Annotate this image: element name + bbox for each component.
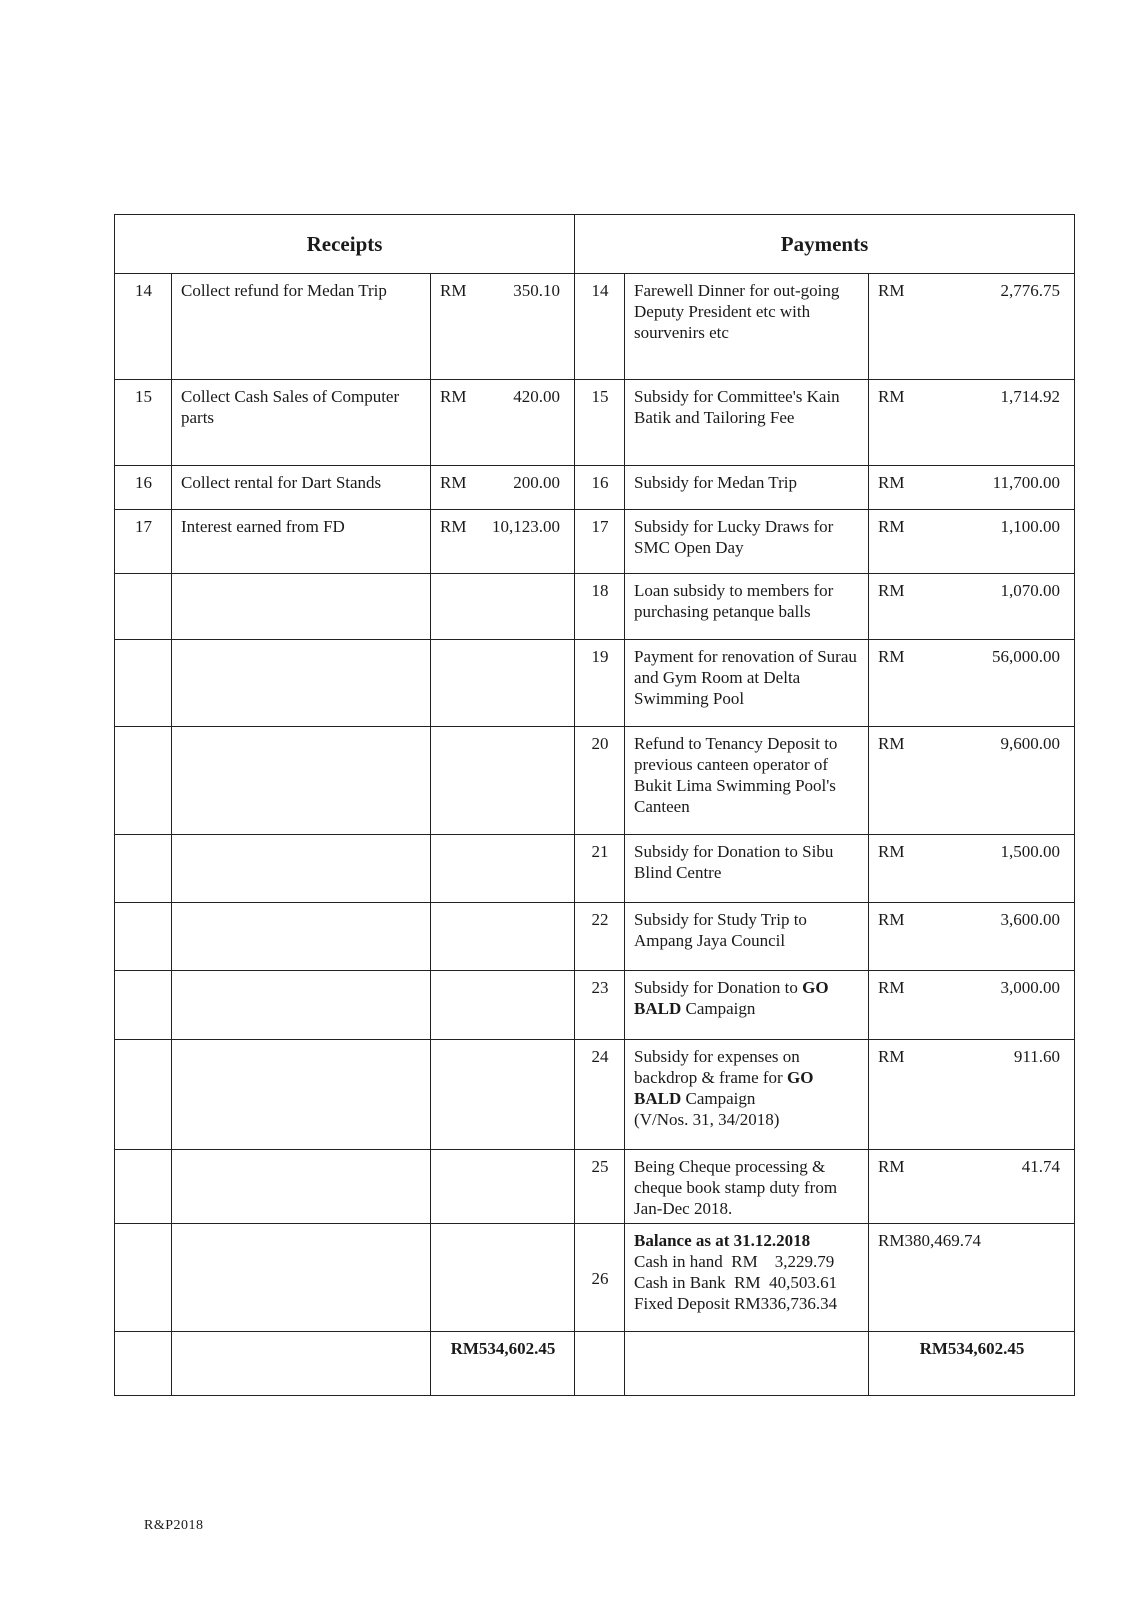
table-row	[115, 903, 1075, 971]
empty-cell	[625, 1332, 869, 1396]
payments-header: Payments	[575, 215, 1075, 274]
empty-cell	[172, 835, 431, 903]
balance-title: Balance as at 31.12.2018	[634, 1231, 811, 1250]
payment-no: 21	[575, 835, 625, 903]
payment-amount: RM 3,600.00	[869, 903, 1075, 971]
payment-desc: Subsidy for Lucky Draws for SMC Open Day	[625, 510, 869, 574]
receipt-no: 17	[115, 510, 172, 574]
payment-no: 17	[575, 510, 625, 574]
header-row	[115, 215, 1075, 274]
receipt-amount: RM 420.00	[431, 380, 575, 466]
empty-cell	[172, 1224, 431, 1332]
payment-amount: RM 1,070.00	[869, 574, 1075, 640]
receipt-desc: Collect refund for Medan Trip	[172, 274, 431, 380]
empty-cell	[431, 727, 575, 835]
receipt-no: 15	[115, 380, 172, 466]
empty-cell	[431, 640, 575, 727]
receipt-no: 16	[115, 466, 172, 510]
payment-desc: Subsidy for Study Trip to Ampang Jaya Council	[625, 903, 869, 971]
payment-no: 22	[575, 903, 625, 971]
table-row	[115, 1150, 1075, 1224]
payment-amount: RM 2,776.75	[869, 274, 1075, 380]
empty-cell	[115, 640, 172, 727]
table-row	[115, 274, 1075, 380]
payment-desc: Subsidy for Donation to GO BALD Campaign	[625, 971, 869, 1040]
payment-amount: RM 1,714.92	[869, 380, 1075, 466]
payment-desc: Refund to Tenancy Deposit to previous canteen operator of Bukit Lima Swimming Pool's Canteen	[625, 727, 869, 835]
empty-cell	[115, 835, 172, 903]
empty-cell	[115, 1224, 172, 1332]
payment-no: 16	[575, 466, 625, 510]
table-row	[115, 971, 1075, 1040]
empty-cell	[431, 574, 575, 640]
footer-code: R&P2018	[144, 1518, 204, 1533]
empty-cell	[172, 1332, 431, 1396]
payment-amount: RM 11,700.00	[869, 466, 1075, 510]
table-row	[115, 510, 1075, 574]
receipt-desc: Collect rental for Dart Stands	[172, 466, 431, 510]
empty-cell	[172, 640, 431, 727]
empty-cell	[115, 903, 172, 971]
table-row	[115, 640, 1075, 727]
receipt-amount: RM 200.00	[431, 466, 575, 510]
payment-desc: Subsidy for Committee's Kain Batik and Tailoring Fee	[625, 380, 869, 466]
empty-cell	[172, 727, 431, 835]
empty-cell	[115, 971, 172, 1040]
payment-no: 14	[575, 274, 625, 380]
empty-cell	[431, 1040, 575, 1150]
empty-cell	[172, 971, 431, 1040]
receipt-amount: RM 350.10	[431, 274, 575, 380]
empty-cell	[431, 903, 575, 971]
payment-amount: RM 9,600.00	[869, 727, 1075, 835]
payments-total: RM534,602.45	[869, 1332, 1075, 1396]
balance-amount: RM380,469.74	[869, 1224, 1075, 1332]
empty-cell	[115, 1150, 172, 1224]
payment-amount: RM 1,500.00	[869, 835, 1075, 903]
payment-amount: RM 3,000.00	[869, 971, 1075, 1040]
empty-cell	[431, 835, 575, 903]
payment-no: 26	[575, 1224, 625, 1332]
table-row	[115, 380, 1075, 466]
table-row	[115, 574, 1075, 640]
empty-cell	[172, 903, 431, 971]
empty-cell	[172, 1040, 431, 1150]
payment-desc: Being Cheque processing & cheque book stamp duty from Jan-Dec 2018.	[625, 1150, 869, 1224]
receipts-total: RM534,602.45	[431, 1332, 575, 1396]
cash-in-bank: Cash in Bank RM 40,503.61	[634, 1273, 838, 1292]
payment-desc: Farewell Dinner for out-going Deputy President etc with sourvenirs etc	[625, 274, 869, 380]
empty-cell	[431, 971, 575, 1040]
payment-no: 23	[575, 971, 625, 1040]
payment-no: 25	[575, 1150, 625, 1224]
payment-no: 18	[575, 574, 625, 640]
payment-desc: Subsidy for expenses on backdrop & frame for GO BALD Campaign (V/Nos. 31, 34/2018)	[625, 1040, 869, 1150]
table-row	[115, 1040, 1075, 1150]
cash-in-hand: Cash in hand RM 3,229.79	[634, 1252, 835, 1271]
payment-desc: Subsidy for Medan Trip	[625, 466, 869, 510]
receipts-header: Receipts	[115, 215, 575, 274]
empty-cell	[431, 1150, 575, 1224]
payment-amount: RM 911.60	[869, 1040, 1075, 1150]
empty-cell	[115, 727, 172, 835]
payment-amount: RM 1,100.00	[869, 510, 1075, 574]
table-row	[115, 727, 1075, 835]
payment-no: 15	[575, 380, 625, 466]
fixed-deposit: Fixed Deposit RM336,736.34	[634, 1294, 838, 1313]
table-row	[115, 835, 1075, 903]
payment-desc: Loan subsidy to members for purchasing petanque balls	[625, 574, 869, 640]
empty-cell	[172, 1150, 431, 1224]
empty-cell	[115, 1040, 172, 1150]
receipts-payments-table	[114, 214, 1075, 1396]
balance-desc	[625, 1224, 869, 1332]
payment-no: 24	[575, 1040, 625, 1150]
empty-cell	[115, 1332, 172, 1396]
empty-cell	[172, 574, 431, 640]
payment-no: 19	[575, 640, 625, 727]
empty-cell	[115, 574, 172, 640]
go-bald-label: GO BALD	[634, 1068, 814, 1108]
receipt-desc: Collect Cash Sales of Computer parts	[172, 380, 431, 466]
balance-row	[115, 1224, 1075, 1332]
empty-cell	[431, 1224, 575, 1332]
payment-amount: RM 56,000.00	[869, 640, 1075, 727]
payment-desc: Subsidy for Donation to Sibu Blind Centre	[625, 835, 869, 903]
totals-row	[115, 1332, 1075, 1396]
empty-cell	[575, 1332, 625, 1396]
payment-amount: RM 41.74	[869, 1150, 1075, 1224]
payment-desc: Payment for renovation of Surau and Gym Room at Delta Swimming Pool	[625, 640, 869, 727]
receipt-no: 14	[115, 274, 172, 380]
payment-no: 20	[575, 727, 625, 835]
go-bald-label: GO BALD	[634, 978, 829, 1018]
table-row	[115, 466, 1075, 510]
receipt-desc: Interest earned from FD	[172, 510, 431, 574]
receipt-amount: RM 10,123.00	[431, 510, 575, 574]
voucher-ref: (V/Nos. 31, 34/2018)	[634, 1110, 780, 1129]
